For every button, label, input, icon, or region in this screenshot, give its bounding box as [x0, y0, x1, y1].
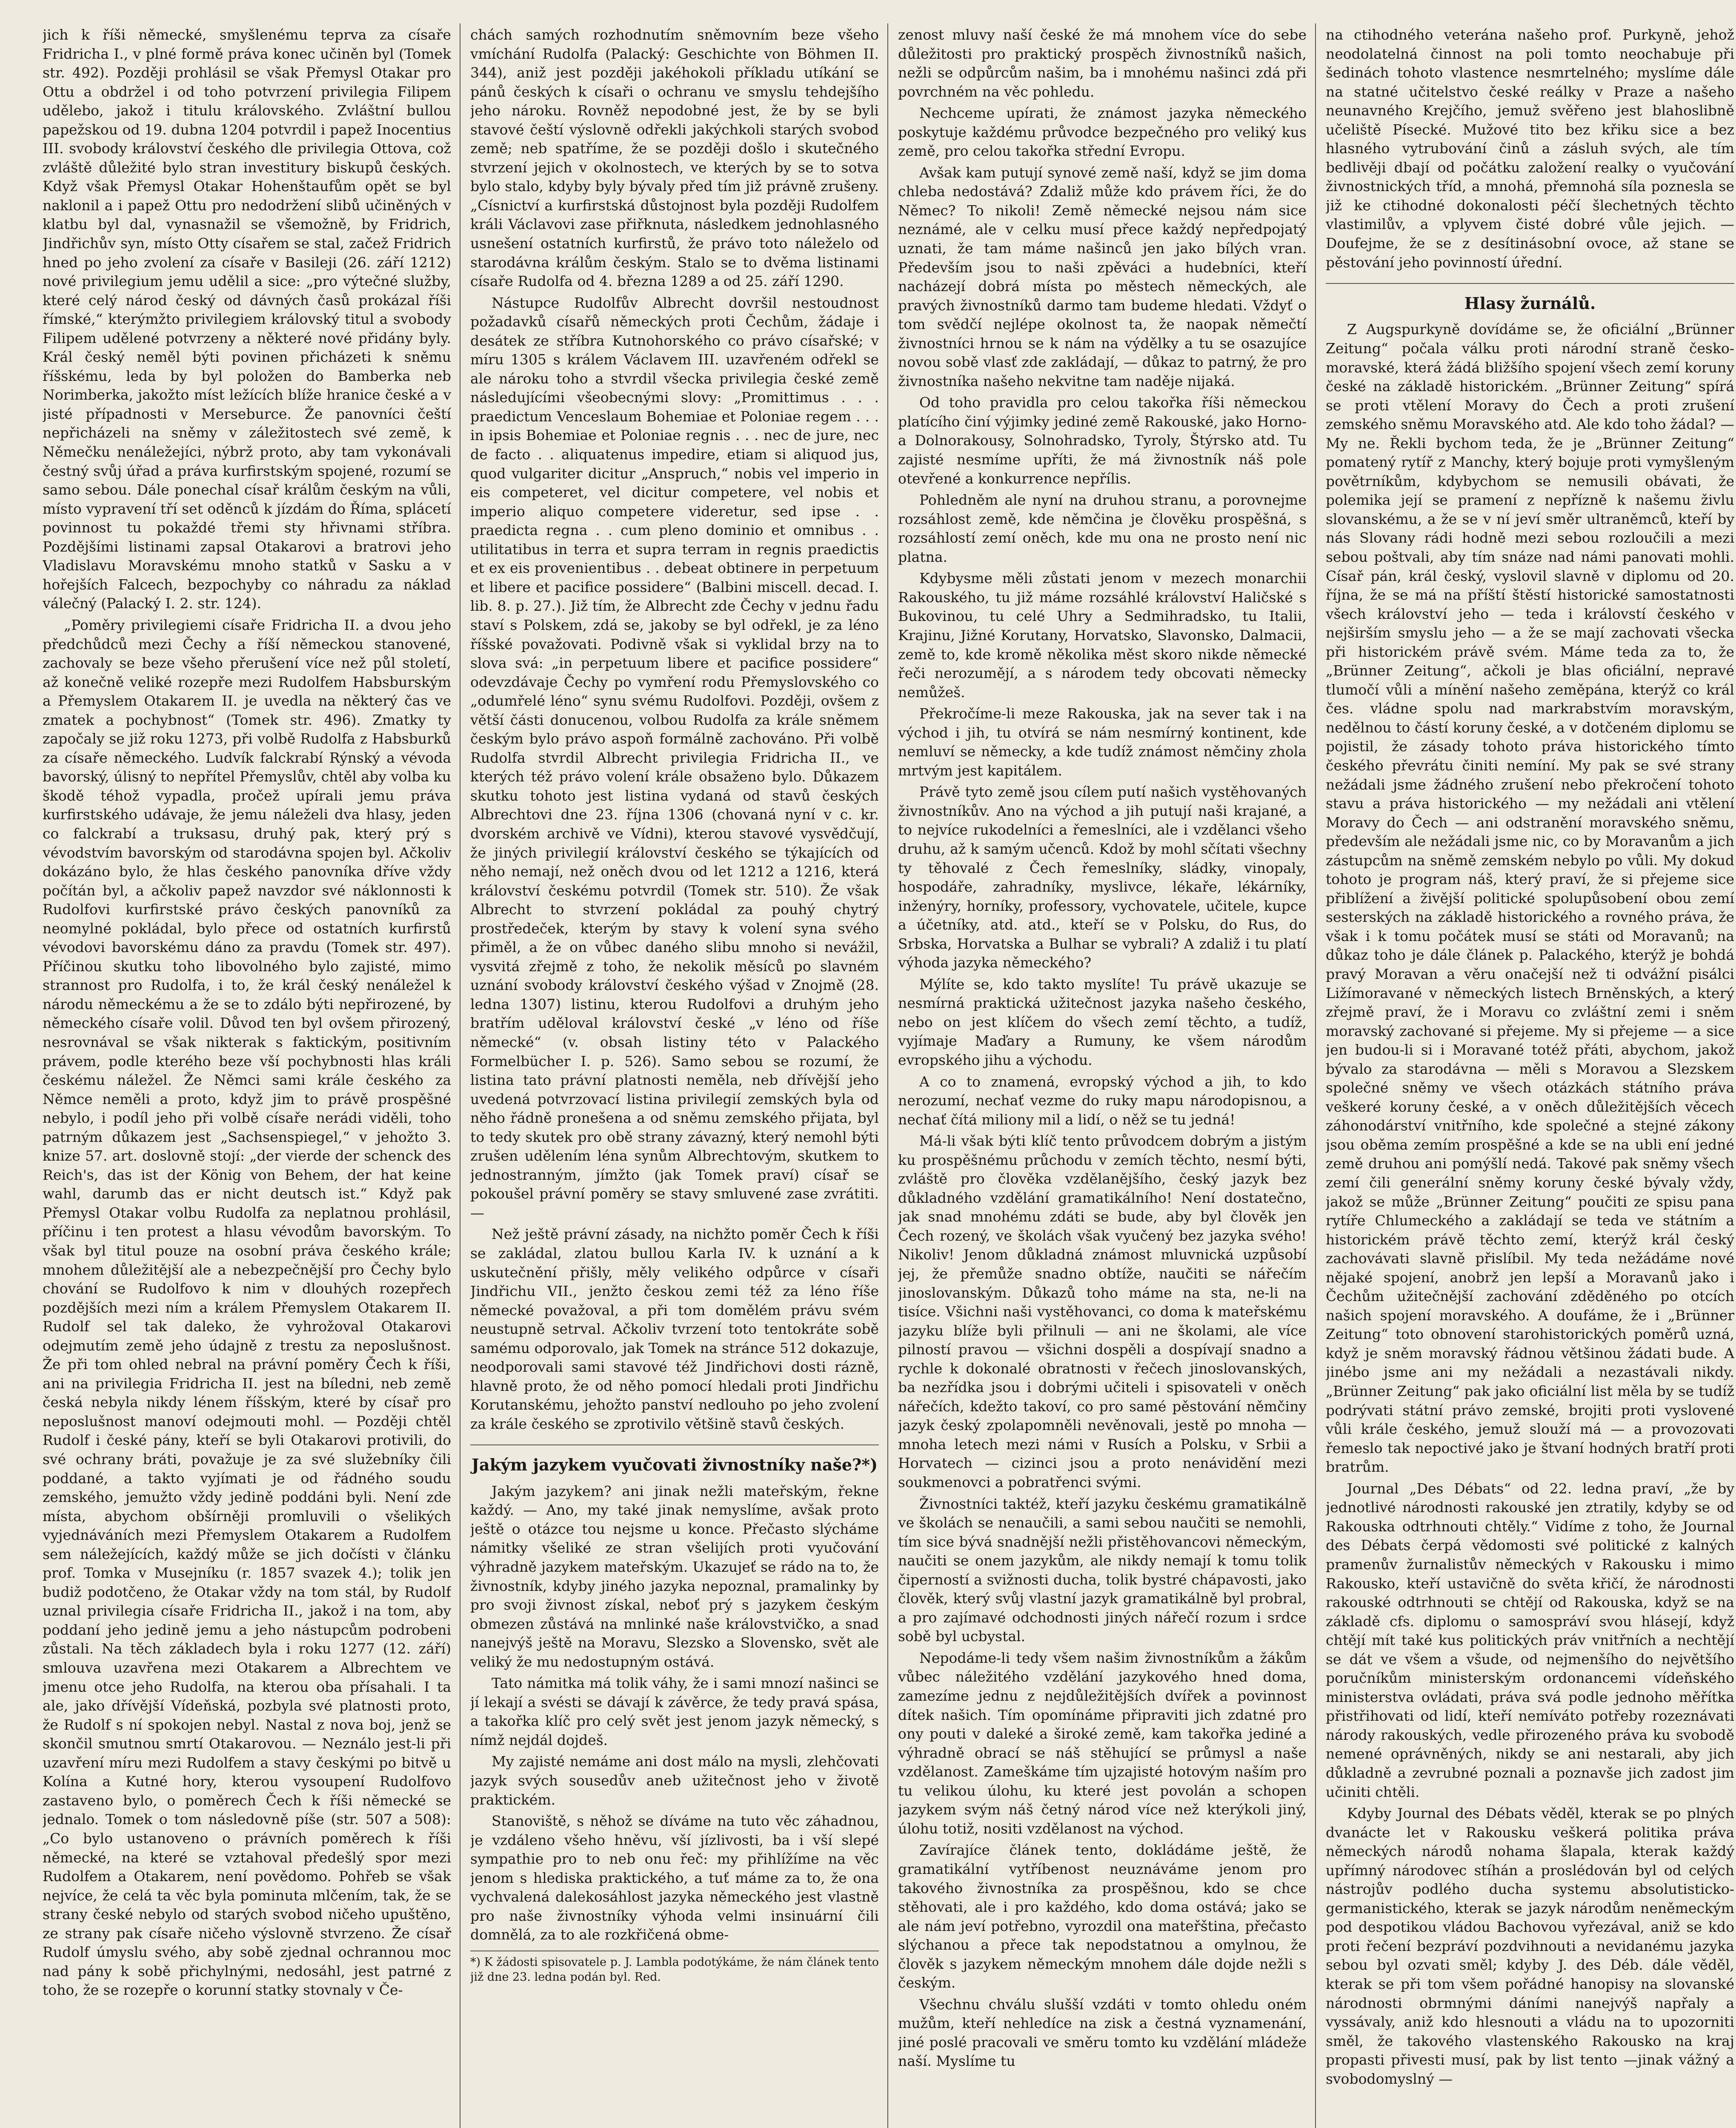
article-heading: Jakým jazykem vyučovati živnostníky naše?*) [471, 1455, 878, 1475]
col3-paragraph-1: zenost mluvy naší české že má mnohem více do sebe důležitosti pro praktický prospěch živnostníků našich, nežli se odpůrcům našim, ba i mnohému našinci zdá při povrchném na věc pohledu. [898, 26, 1307, 100]
col3-paragraph-2: Nechceme upírati, že známost jazyka německého poskytuje každému průvodce bezpečného pro veliký kus země, pro celou takořka střední Evropu. [898, 105, 1307, 160]
col3-paragraph-4: Od toho pravidla pro celou takořka říši německou platícího činí výjimky jediné země Rakouské, jako Horno- a Dolnorakousy, Solnohradsko, Tyroly, Štýrsko atd. Tu zajisté nesmíme upříti, že má živnostník náš pole otevřené a konkurrence nepřílis. [898, 394, 1307, 487]
column-1 [43, 26, 451, 2128]
col1-paragraph-2: „Poměry privilegiemi císaře Fridricha II. a dvou jeho předchůdců mezi Čechy a říší německou stanovené, zachovaly se beze všeho přerušení více než půl století, až konečně veliké rozepře mezi Rudolfem Habsburským a Přemyslem Otakarem II. je uvedla na některý čas ve zmatek a pochybnost“ (Tomek str. 496). Zmatky ty započaly se již roku 1273, při volbě Rudolfa z Habsburků za císaře německého. Ludvík falckrabí Rýnský a vévoda bavorský, úlisný to nepřítel Přemyslův, chtěl aby volba ku škodě téhož vypadla, pročež upírali jemu práva kurfirstského udávaje, že jemu náleželi dva hlasy, jeden co falckrabí a truksasu, druhý pak, který prý s vévodstvím bavorským od starodávna spojen byl. Ačkoliv dokázáno bylo, že hlas českého panovníka dříve vždy počítán byl, a ačkoliv papež navzdor své náklonnosti k Rudolfovi kurfirstské právo českých panovníků za neomylné pokládal, bylo přece od ostatních kurfirstů vévodovi bavorskému dáno za pravdu (Tomek str. 497). Příčinou skutku toho libovolného bylo zajisté, mimo strannost pro Rudolfa, i to, že král český nenáležel k národu německému a že se to zdálo býti nepřirozené, by německého císaře volil. Důvod ten byl ovšem přirozený, nesrovnával se však nikterak s faktickým, positivním právem, podle kterého beze vší pochybnosti hlas králi českému náležel. Že Němci sami krále českého za Němce neměli a proto, když jim to právě prospěšné nebylo, i podíl jeho při volbě císaře nerádi viděli, toho patrným důkazem jest „Sachsenspiegel,“ v jehožto 3. knize 57. art. doslovně stojí: „der vierde der schenck des Reich's, das ist der König von Behem, der hat keine wahl, darumb das er nicht deutsch ist.“ Když pak Přemysl Otakar volbu Rudolfa za neplatnou prohlásil, příčinu i ten protest a hlasu vévodům bavorským. To však byl titul pouze na osobní práva českého krále; mnohem důležitější ale a nebezpečnější pro Čechy bylo chování se Rudolfovo k nim v dlouhých rozepřech pozdějších mezi ním a králem Přemyslem Otakarem II. Rudolf sel tak daleko, že vyhrožoval Otakarovi odejmutím země jeho údajně z trestu za neposlušnost. Že při tom ohled nebral na právní poměry Čech k říši, ani na privilegia Fridricha II. jest na bíledni, neb země česká nebyla nikdy lénem říšským, které by císař pro neposlušnost manoví odejmouti mohl. — Později chtěl Rudolf i české pány, kteří se byli Otakarovi protivili, do své ochrany bráti, považuje je za své služebníky čili poddané, a takto vyjímati je od řádného soudu zemského, jemužto vždy jedině poddáni byli. Není zde místa, abychom obšírněji promluvili o všelikých vyjednáváních mezi Přemyslem Otakarem a Rudolfem sem náležejících, každý může se jich dočísti v článku prof. Tomka v Musejníku (r. 1857 svazek 4.); tolik jen budiž podotčeno, že Otakar vždy na tom stál, by Rudolf uznal privilegia císaře Fridricha II., jakož i na tom, aby poddaní jeho jedině jemu a jeho nástupcům podrobeni zůstali. Na těch základech byla i roku 1277 (12. září) smlouva uzavřena mezi Otakarem a Albrechtem ve jmenu otce jeho Rudolfa, na kterou oba přísahali. I ta ale, jako dřívější Vídeňská, pozbyla své platnosti proto, že Rudolf s ní spokojen nebyl. Nastal z nova boj, jenž se skončil smutnou smrtí Otakarovou. — Neználo jest-li při uzavření míru mezi Rudolfem a stavy českými po bitvě u Kolína a Kutné hory, kterou vysoupení Rudolfovo zastaveno bylo, o poměrech Čech k říši německé se jednalo. Tomek o tom následovně píše (str. 507 a 508): „Co bylo ustanoveno o právních poměrech k říši německé, na které se vztahoval předešlý spor mezi Rudolfem a Otakarem, není povědomo. Pohřeb se však nejvíce, že celá ta věc byla pominuta mlčením, tak, že se strany české nebylo od starých svobod ničeho upuštěno, ze strany pak císaře ničeho výslovně stvrzeno. Že císař Rudolf úmyslu svého, aby sobě zjednal ochrannou moc nad pány k sobě přichylnými, nedosáhl, jest patrné z toho, že se rozepře o korunní statky stovnaly v Če- [43, 616, 451, 1999]
col2-paragraph-1: chách samých rozhodnutím sněmovním beze všeho vmíchání Rudolfa (Palacký: Geschichte von Böhmen II. 344), aniž jest později jakéhokoli příkladu utíkání se pánů českých k císaři o ochranu ve smyslu tehdejšího jeho nároku. Rovněž nepodobné jest, že by se byli stavové čeští výslovně odřekli jakýchkoli starých svobod země; neb spatříme, že se později došlo i skutečného stvrzení jejich v okolnostech, ve kterých by se to sotva bylo stalo, kdyby byly bývaly před tím již právně zrušeny. „Císnictví a kurfirstská důstojnost byla později Rudolfem králi Václavovi zase přiřknuta, následkem jednohlasného usnešení ostatních kurfirstů, že právo toto náleželo od starodávna králům českým. Stalo se to dvěma listinami císaře Rudolfa od 4. března 1289 a od 25. září 1290. [470, 26, 879, 290]
col3-paragraph-12: Živnostníci taktéž, kteří jazyku českému gramatikálně ve školách se nenaučili, a sami sebou naučiti se nemohli, tím sice bývá snadnější nežli přistěhovancovi německým, naučiti se onem jazykům, ale nikdy nemají k tomu tolik čiperností a svižnosti ducha, tolik bystré chápavosti, jako člověk, který svůj vlastní jazyk gramatikálně byl probral, a pro zajímavé odchodnosti jiných nářečí rozum i srdce sobě byl ucbystal. [898, 1495, 1307, 1645]
col3-paragraph-7: Překročíme-li meze Rakouska, jak na sever tak i na východ i jih, tu otvírá se nám nesmírný kontinent, kde nemluví se německy, a kde tudíž známost němčiny zhola mrtvým jest kapitálem. [898, 705, 1307, 779]
col2-section-paragraph-3: My zajisté nemáme ani dost málo na mysli, zlehčovati jazyk svých sousedův aneb užitečnost jeho v životě praktickém. [470, 1753, 879, 1808]
col3-paragraph-3: Avšak kam putují synové země naší, když se jim doma chleba nedostává? Zdaliž může kdo právem říci, že do Němec? To nikoli! Země německé nejsou nám sice neznámé, ale v celku musí přece každý nepředpojatý uznati, že tam máme našinců jen jako bílých vran. Především jsou to naši zpěváci a hudebníci, kteří nacházejí dobrá místa po městech německých, ale pravých živnostníků darmo tam budeme hledati. Vždyť o tom svědčí nejlépe okolnost ta, že naopak němečtí živnostníci hrnou se k nám na výdělky a tu se osazujíce novou sobě vlasť zde zakládají, — důkaz to patrný, že pro živnostníka našeho nekvitne tam naděje nijaká. [898, 164, 1307, 389]
col4-section-paragraph-1: Z Augspurkyně dovídáme se, že oficiální „Brünner Zeitung“ počala válku proti národní straně česko-moravské, která žádá bližšího spojení všech zemí koruny české na základě historickém. „Brünner Zeitung“ spírá se proti vtělení Moravy do Čech a proti zrušení zemského sněmu Moravského atd. Ale kdo toho žádal? — My ne. Řekli bychom teda, že je „Brünner Zeitung“ pomatený rytíř z Manchy, který bojuje proti vymyšleným povětrníkům, kdybychom se nemusili obávati, že polemika její se pramení z nepřízně k našemu živlu slovanskému, a že se v ní jeví směr ultraněmců, kteří by nás Slovany rádi hodně mezi sebou rozloučili a mezi sebou poštvali, aby tím snáze nad námi panovati mohli. Císař pán, král český, vyslovil slavně v diplomu od 20. října, že se má na příští štěstí historické samostatnosti všech království jeho — teda i královstí českého v nejširším smyslu jeho — a že se mají zachovati všecka při historickém právě svém. Máme teda za to, že „Brünner Zeitung“, ačkoli je blas oficiální, nepravé tlumočí vůli a mínění našeho zeměpána, kterýž co král čes. vládne spolu nad markrabstvím moravským, nedělnou to částí koruny české, a v dotčeném diplomu se pojistil, že zásady tohoto práva historického tímto českého převrátu činiti nemíní. My pak se své strany nežádali jsme žádného zrušení nebo překročení tohoto stavu a práva historického — my nežádali ani vtělení Moravy do Čech — ani odstranění moravského sněmu, především ale nežádali jsme nic, co by Moravanům a jich zástupcům na sněmě zemském nebylo po vůli. My dokud tohoto je program náš, který praví, že si přejeme sice přiblížení a živější politické spolupůsobení obou zemí sesterských na základě historického a rovného práva, že však i k tomu počátek musí se státi od Moravanů; na důkaz toho je dále článek p. Palackého, kterýž je bohdá pravý Moravan a věru onačejší než ti odvážní pisálci Ližímoravané v německých listech Brněnských, a který zřejmě praví, že i Moravu co zvláštní zemi i sněm moravský zachované si přejeme. My si přejeme — a sice jen budou-li si i Moravané totéž přáti, abychom, jakož bývalo za starodávna — měli s Moravou a Slezskem společné sněmy ve všech otázkách státního práva veškeré koruny české, a v oněch důležitějších věcech záhonodárství vnitřního, kde společné a stejné zákony jsou oběma zemím prospěšné a kde se na ubli ení jedné země druhou ani pomýšlí nedá. Takové pak sněmy všech zemí čili generální sněmy koruny české bývaly vždy, jakož se může „Brünner Zeitung“ poučiti ze spisu pana rytíře Chlumeckého a zakládají se teda ve státním a historickém právě těchto zemí, kterýž král český zachovávati slavně přislíbil. My teda nežádáme nové nějaké spojení, anobrž jen lepší a Moravanů jako i Čechům užitečnější zachování zděděného po otcích našich spojení moravského. A doufáme, že i „Brünner Zeitung“ toto obnovení starohistorických poměrů uzná, když je sněm moravský řádnou většinou žádati bude. A jinébo jsme ani my nežádali a nezastávali nikdy. „Brünner Zeitung“ pak jako oficiální list měla by se tudíž podrývati státní právo zemské, brojiti proti vyslovené vůli krále českého, jemuž slouží má — a provozovati řemeslo tak nepoctivé jako je štvaní hodných bratří proti bratrům. [1326, 321, 1734, 1476]
col3-paragraph-10: A co to znamená, evropský východ a jih, to kdo nerozumí, nechať vezme do ruky mapu národopisnou, a nechať čítá miliony mil a lidí, o něž se tu jedná! [898, 1073, 1307, 1128]
col3-paragraph-6: Kdybysme měli zůstati jenom v mezech monarchii Rakouského, tu již máme rozsáhlé království Haličské s Bukovinou, tu celé Uhry a Sedmihradsko, tu Italii, Krajinu, Jižné Korutany, Horvatsko, Slavonsko, Dalmacii, země to, kde kromě několika měst skoro nikde německé řeči nerozumějí, a s národem tedy obcovati německy nemůžeš. [898, 570, 1307, 701]
column-2 [470, 26, 879, 2128]
col3-paragraph-15: Všechnu chválu slušší vzdáti v tomto ohledu oném mužům, kteří nehledíce na zisk a čestná vyznamenání, jiné poslé pracovali ve směru tomto ku vzdělání mládeže naší. Myslíme tu [898, 1996, 1307, 2070]
col3-paragraph-9: Mýlíte se, kdo takto myslíte! Tu právě ukazuje se nesmírná praktická užitečnost jazyka našeho českého, nebo on jest klíčem do všech zemí těchto, a tudíž, vyjímaje Maďary a Rumuny, ke všem národům evropského jihu a východu. [898, 975, 1307, 1068]
col3-paragraph-13: Nepodáme-li tedy všem našim živnostníkům a žákům vůbec náležitého vzdělání jazykového hned doma, zamezíme jednu z nejdůležitějších dvířek a povinnost dítek našich. Tím opomínáme připraviti jich zdatné pro ony pouti v daleké a široké země, kam takořka jediné a výhradně obrací se náš stěhující se průmysl a naše vzdělanost. Zameškáme tím ujzajisté hotovým naším pro tu velikou úlohu, ku které jest povolán a schopen jazykem svým náš četný národ více než kterýkoli jiný, úlohu totiž, nositi vzdělanost na východ. [898, 1649, 1307, 1837]
col3-paragraph-8: Právě tyto země jsou cílem putí našich vystěhovaných živnostníkův. Ano na východ a jih putují naši krajané, a to nejvíce rukodelníci a řemeslníci, ale i vzdělanci všeho druhu, až k samým učenců. Kdož by mohl sčítati všechny ty těhovalé z Čech řemeslníky, sládky, vinopaly, hospodáře, zahradníky, myslivce, lékaře, lékárníky, inženýry, horníky, professory, vychovatele, učitele, kupce a účetníky, atd. atd., kteří se v Polsku, do Rus, do Srbska, Horvatska a Bulhar se vybrali? A zdaliž i tu platí výhoda jazyka německého? [898, 784, 1307, 971]
col4-paragraph-1: na ctihodného veterána našeho prof. Purkyně, jehož neodolatelná činnost na poli tomto neochabuje při šedinách tohoto vlastence nesmrtelného; myslíme dále na statné učitelstvo české reálky v Praze a našeho neunavného Krejčího, jemuž svěřeno jest blahoslibně učeliště Písecké. Mužové tito bez křiku sice a bez hlasného vytrubování činů a zásluh svých, ale tím bedlivěji dbají od počátku založení realky o vyučování živnostnických tříd, a mnohá, přemnohá síla poznesla se již ke ctihodné dokonalosti péčí šlechetných těchto vlastimilův, a vplyvem čisté dobré vůle jejich. — Doufejme, že se z desítinásobní ovoce, až stane se pěstování jeho povinností úřední. [1326, 26, 1734, 271]
col2-section-paragraph-2: Tato námitka má tolik váhy, že i sami mnozí našinci se jí lekají a svésti se dávají k závěrce, že tedy pravá spása, a takořka klíč pro celý svět jest jenom jazyk německý, s nímž nejdál dojdeš. [470, 1675, 879, 1748]
section-divider [470, 1444, 879, 1445]
col2-paragraph-3: Než ještě právní zásady, na nichžto poměr Čech k říši se zakládal, zlatou bullou Karla IV. k uznání a k uskutečnění přišly, měly velikého odpůrce v císaři Jindřichu VII., jenžto českou zemi též za léno říše německé považoval, a při tom domělém právu svém neustupně setrval. Ačkoliv tvrzení toto tentokráte sobě samému odporovalo, jak Tomek na stránce 512 dokazuje, neodporovali sami stavové též Jindřichovi dosti rázně, hlavně proto, že od něho pomocí hledali proti Jindřichu Korutanskému, jehožto panství nedlouho po jeho zvolení za krále českého se zprotivilo většině stavů českých. [470, 1226, 879, 1432]
column-rule-3 [1315, 23, 1316, 2128]
col2-section-paragraph-1: Jakým jazykem? ani jinak nežli mateřským, řekne každý. — Ano, my také jinak nemyslíme, avšak proto ještě o otázce tou nejsme u konce. Přečasto slýcháme námitky všeliké ze stran všelijích proti vyučování výhradně jazykem mateřským. Ukazujeť se rádo na to, že živnostník, kdyby jiného jazyka nepoznal, pramalinky by pro svoji živnost získal, neboť prý s jazykem českým obmezen zůstává na mnlinké naše královstvičko, a snad nanejvýš ještě na Moravu, Slezsko a Slovensko, svět ale veliký že mu nedostupným ostává. [470, 1482, 879, 1670]
col3-paragraph-14: Zavírajíce článek tento, dokládáme ještě, že gramatikální vytříbenost neuznáváme jenom pro takového živnostníka za prospěšnou, kdo se chce stěhovati, ale i pro každého, kdo doma ostává; jako se ale nám jeví potřebno, vyrozdil ona mateřština, přečasto slýchanou a přece tak nepodstatnou a omylnou, že člověk s jazykem německým mnohem dále dojde nežli s českým. [898, 1842, 1307, 1991]
column-3 [898, 26, 1307, 2128]
col4-section-paragraph-3: Kdyby Journal des Débats věděl, kterak se po plných dvanácte let v Rakousku veškerá politika práva německých národů nohama šlapala, kterak každý upřímný národovec stíhán a proslédován byl od celých nástrojův podlého ducha systemu absolutisticko-germanistického, kterak se jazyk národům neněmeckým pod despotikou vládou Bachovou vyřezával, aniž se kdo proti řečení bezpráví pozdvihnouti a nevidanému jazyka sebou byl ozvati směl; kdyby J. des Déb. dále věděl, kterak se při tom všem pořádné hanopisy na slovanské národnosti obrmnými dáními nanejvýš napřaly a vyssávaly, aniž kdo hlesnouti a vládu na to upozorniti směl, že takového vlastenského Rakousko na kraj propasti přivesti musí, pak by list tento —jinak vážný a svobodomyslný — [1326, 1805, 1734, 2087]
col2-paragraph-2: Nástupce Rudolfův Albrecht dovršil nestoudnost požadavků císařů německých proti Čechům, žádaje i desátek ze stříbra Kutnohorského co právo císařské; v míru 1305 s králem Václavem III. uzavřeném odřekl se ale nároku toho a stvrdil všecka privilegia české země následujícími všeobecnými slovy: „Promittimus . . . praedictum Venceslaum Bohemiae et Poloniae regem . . . in ipsis Bohemiae et Poloniae regnis . . . nec de jure, nec de facto . . aliquatenus impedire, etiam si aliquod jus, quod vulgariter dicitur „Anspruch,“ nobis vel imperio in eis competeret, vel dicitur competere, vel nobis et imperio aliquo competere videretur, sed ipse . . praedicta regna . . cum pleno dominio et omnibus . . utilitatibus in terra et supra terram in regnis praedictis et ex eis provenientibus . . debeat obtinere in perpetuum et libere et pacifice possidere“ (Balbini miscell. decad. I. lib. 8. p. 27.). Již tím, že Albrecht zde Čechy v jednu řadu staví s Polskem, zdá se, jakoby se byl odřekl, je za léno říšské považovati. Podivně však si vyklidal brzy na to slova svá: „in perpetuum libere et pacifice possidere“ odevzdávaje Čechy po vymření rodu Přemyslovského co „odumřelé léno“ synu svému Rudolfovi. Později, ovšem z větší části donucenou, volbou Rudolfa za krále sněmem českým bylo právo aspoň formálně zachováno. Při volbě Rudolfa stvrdil Albrecht privilegia Fridricha II., ve kterých též právo volení krále obsaženo bylo. Důkazem skutku tohoto jest listina vydaná od stavů českých Albrechtovi dne 23. října 1306 (chovaná nyní v c. kr. dvorském archivě ve Vídni), kterou stavové vysvědčují, že jiných privilegií království českého se týkajících od něho nemají, než oněch dvou od let 1212 a 1216, která království českému potvrdil (Tomek str. 510). Že však Albrecht to stvrzení pokládal za pouhý chytrý prostředeček, kterým by stavy k volení syna svého přiměl, a že on vůbec daného slibu mnoho si nevážil, vysvitá zřejmě z toho, že nekolik měsíců po slavném uznání svobody království českého výšad v Znojmě (28. ledna 1307) listinu, kterou Rudolfovi a druhým jeho bratřím uděloval království české „v léno od říše německé“ (v. obsah listiny této v Palackého Formelbücher I. p. 526). Samo sebou se rozumí, že listina tato právní platnosti neměla, neb dřívější jeho uvedená potvrzovací listina privilegií zemských byla od něho řádně pronešena a od sněmu zemského přijata, byl to tedy skutek pro obě strany závazný, který nemohl býti zrušen udělením léna synům Albrechtovým, skutkem to jednostranným, jímžto (jak Tomek praví) císař se pokoušel právní poměry se stavy smluvené zase zvrátiti. — [470, 294, 879, 1221]
col4-section-paragraph-2: Journal „Des Débats“ od 22. ledna praví, „že by jednotlivé národnosti rakouské jen ztratily, kdyby se od Rakouska odtrhnouti chtěly.“ Vidíme z toho, že Journal des Débats čerpá vědomosti své politické z kalných pramenův žurnalistův německých v Rakousku i mimo Rakousko, kteří ustavičně do světa křičí, že národnosti rakouské odtrhnouti se chtějí od Rakouska, když se na základě cfs. diplomu o samospráví svou hlásejí, když chtějí mít také kus politických práv vnitřních a nechtějí se dát ve všem a všude, od nejmenšího do největšího poručníkům ministerským ordonancemi vídeňského ministerstva ovládati, práva svá podle jednoho měřítka přistřihovati od lidí, kteří nemíváto potřeby rozeznávati národy rakouských, vedle přirozeného práva ku svobodě nemené oprávněných, nikdy se ani nestarali, aby jich důkladně a zevrubné poznali a poznavše jich zadost jim učiniti chtěli. [1326, 1480, 1734, 1800]
col1-paragraph-1: jich k říši německé, smyšlenému teprva za císaře Fridricha I., v plné formě práva konec učiněn byl (Tomek str. 492). Později prohlásil se však Přemysl Otakar pro Ottu a obdržel i od toho potvrzení privilegia Filipem udělebo, jakož i titulu královského. Zvláštní bullou papežskou od 19. dubna 1204 potvrdil i papež Inocentius III. svobody království českého dle privilegia Ottova, což zvláště důležité bylo stran investitury biskupů českých. Když však Přemysl Otakar Hohenštaufům opět se byl naklonil a i papež Ottu pro nedodržení slibů učiněných v klatbu byl dal, vynasnažil se všemožně, by Fridrich, Jindřichův syn, místo Otty císařem se stal, začež Fridrich hned po jeho zvolení za císaře v Basileji (26. září 1212) nové privilegium jemu udělil a sice: „pro výtečné služby, které celý národ český od dávných časů prokázal říši římské,“ kterýmžto privilegiem královský titul a svobody Filipem udělené potvrzeny a některé nové přidány byly. Král český neměl býti povinen přicházeti k sněmu říšskému, leda by byl položen do Bamberka neb Norimberka, jakožto míst ležících blíže hranice české a v jisté případnosti v Merseburce. Že panovníci čeští nepřicházeli na sněmy v záležitostech své země, k Němečku nenáležejíci, nýbrž proto, aby tam vykonávali čestný svůj úřad a práva kurfirstským spojené, rozumí se samo sebou. Dále ponechal císař králům českým na vůli, místo vypravení tří set oděnců k jízdám do Říma, splácetí povinnost tu pokaždé třemi sty hřivnami stříbra. Pozdějšími listinami zapsal Otakarovi a bratrovi jeho Vladislavu Moravskému mnoho statků v Sasku a v hořejších Falcech, bezpochyby co náhradu za náklad válečný (Palacký I. 2. str. 124). [43, 26, 451, 612]
section-divider-2 [1326, 283, 1734, 284]
col3-paragraph-5: Pohledněm ale nyní na druhou stranu, a porovnejme rozsáhlost země, kde němčina je člověku prospěšná, s rozsáhlostí zemí oněch, kde mu ona ne prosto není nic platna. [898, 492, 1307, 565]
column-4 [1326, 26, 1734, 2128]
journals-heading: Hlasy žurnálů. [1464, 294, 1596, 313]
footnote: *) K žádosti spisovatele p. J. Lambla podotýkáme, že nám článek tento již dne 23. ledna podán byl. Red. [470, 1951, 879, 1985]
column-rule-2 [887, 23, 888, 2128]
col2-section-paragraph-4: Stanoviště, s něhož se díváme na tuto věc záhadnou, je vzdáleno všeho hněvu, vší jízlivosti, ba i vší slepé sympathie pro to neb onu řeč: my přihlížíme na věc jenom s hlediska praktického, a tuť máme za to, že ona vychvalená dalekosáhlost jazyka německého jest vlastně pro naše živnostníky výhoda velmi insinuární čili domnělá, za to ale rozkřičená obme- [470, 1813, 879, 1943]
col3-paragraph-11: Má-li však býti klíč tento průvodcem dobrým a jistým ku prospěšnému průchodu v zemích těchto, nesmí býti, zvláště pro člověka vzdělanějšího, český jazyk bez důkladného vzdělání gramatikálního! Není dostatečno, jak snad mnohému zdáti se bude, aby byl člověk jen Čech rozený, ve školách však vyučený bez jazyka svého! Nikoliv! Jenom důkladná známost mluvnická uzpůsobí jej, že přemůže snadno obtíže, naučiti se nářečím jinoslovanským. Důkazů toho máme na sta, ne-li na tisíce. Všichni naši vystěhovanci, co doma k mateřskému jazyku blíže byli přilnuli — ani ne školami, ale více pilností pravou — všichni dospěli a dospívají snadno a rychle k dokonalé obratnosti v řečech jinoslovanských, ba nezřídka jsou i dobrými učiteli i spisovateli v oněch nářečích, kdežto takoví, co pro samé pěstování němčiny jazyk český zpolapomněli nevěnovali, jestě po mnoha — mnoha letech mezi námi v Rusích a Polsku, v Srbii a Horvatech — cizinci jsou a proto nenávidění mezi soukmenovci a pobratřenci svými. [898, 1133, 1307, 1491]
